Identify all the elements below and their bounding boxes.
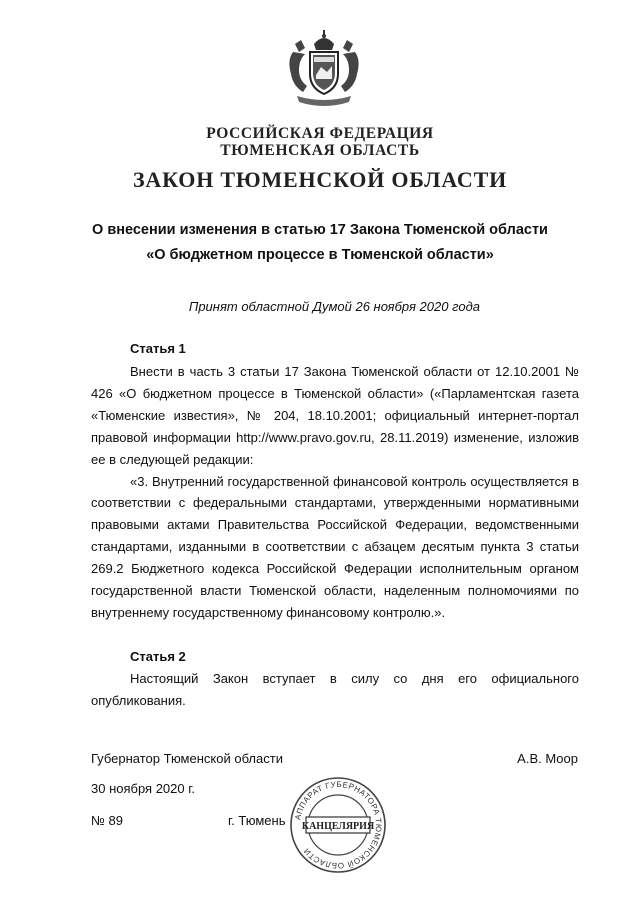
document-title-line-1: О внесении изменения в статью 17 Закона Тюменской области bbox=[92, 222, 548, 238]
document-title-line-2: «О бюджетном процессе в Тюменской области» bbox=[146, 247, 494, 263]
office-stamp-icon bbox=[288, 775, 388, 875]
signatory-title: Губернатор Тюменской области bbox=[91, 751, 283, 766]
law-number: № 89 bbox=[91, 813, 124, 828]
article-1-body bbox=[91, 361, 579, 624]
signatory-name: А.В. Моор bbox=[517, 751, 578, 766]
stamp-center-text: КАНЦЕЛЯРИЯ bbox=[301, 821, 375, 832]
country-name: РОССИЙСКАЯ ФЕДЕРАЦИЯ bbox=[206, 125, 434, 142]
article-1-paragraph: Внести в часть 3 статьи 17 Закона Тюменской области от 12.10.2001 № 426 «О бюджетном процессе в Тюменской области» («Парламентская газета «Тюменские известия», № 204, 18.10.2001; официальный интернет-портал правовой информации http://www.pravo.gov.ru, 28.11.2019) изменение, изложив ее в следующей редакции: bbox=[91, 364, 579, 467]
article-1-heading: Статья 1 bbox=[130, 341, 186, 356]
article-2-body bbox=[91, 668, 579, 712]
stamp-ring-text: АППАРАТ ГУБЕРНАТОРА ТЮМЕНСКОЙ ОБЛАСТИ bbox=[293, 779, 384, 871]
region-name: ТЮМЕНСКАЯ ОБЛАСТЬ bbox=[220, 142, 420, 159]
law-type-heading: ЗАКОН ТЮМЕНСКОЙ ОБЛАСТИ bbox=[132, 167, 507, 192]
signing-city: г. Тюмень bbox=[228, 813, 286, 828]
tyumen-coat-of-arms-icon bbox=[283, 30, 365, 110]
article-2-heading: Статья 2 bbox=[130, 649, 186, 664]
article-2-paragraph: Настоящий Закон вступает в силу со дня его официального опубликования. bbox=[91, 671, 579, 708]
signing-date: 30 ноября 2020 г. bbox=[91, 781, 195, 796]
article-1-paragraph: «3. Внутренний государственной финансовой контроль осуществляется в соответствии с федеральными стандартами, утвержденными нормативными правовыми актами Правительства Российской Федерации, ведомственными стандартами, изданными в соответствии с абзацем десятым пункта 3 статьи 269.2 Бюджетного кодекса Российской Федерации исполнительным органом государственной власти Тюменской области, наделенным полномочиями по внутреннему государственному финансовому контролю.». bbox=[91, 473, 579, 620]
adoption-note: Принят областной Думой 26 ноября 2020 года bbox=[188, 299, 480, 314]
